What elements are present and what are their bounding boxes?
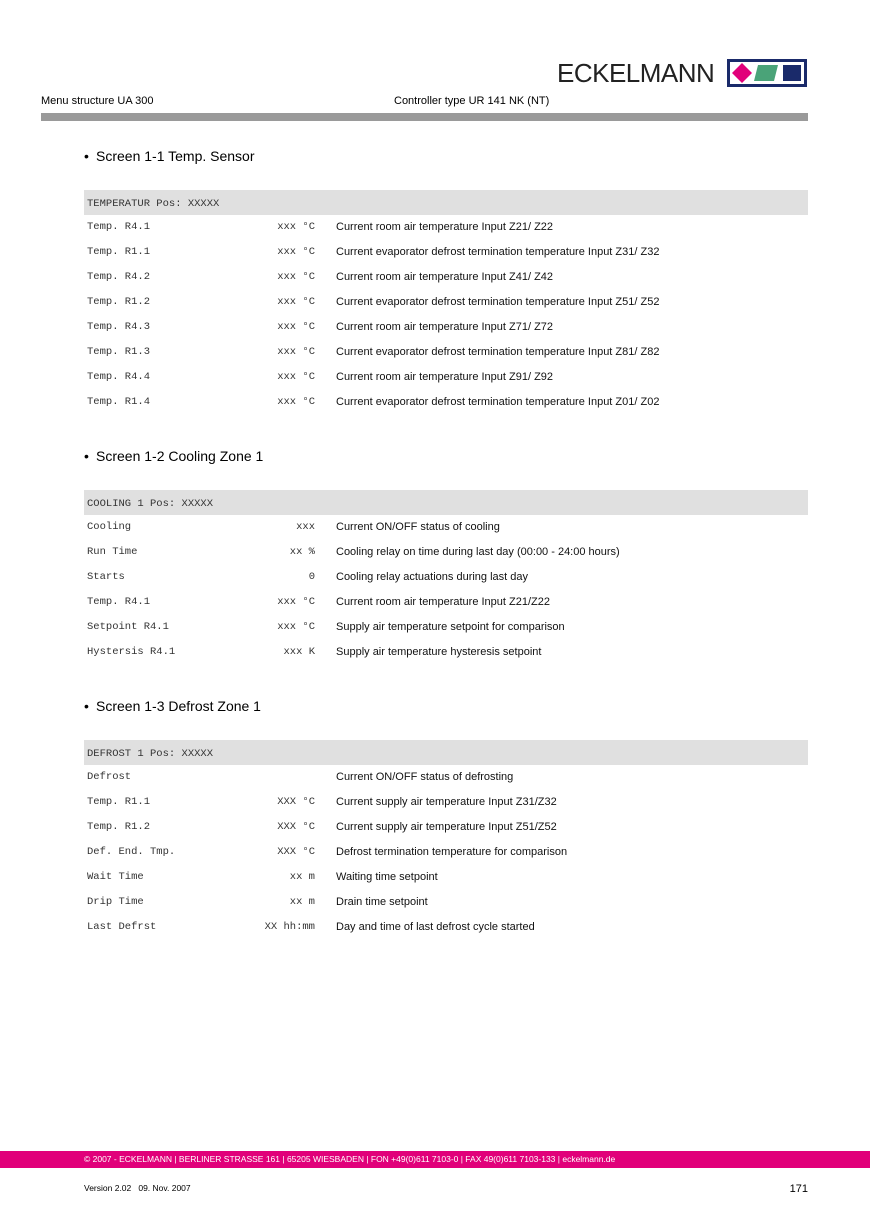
row-value: xxx °C	[277, 596, 315, 608]
row-description: Current supply air temperature Input Z31/Z32	[336, 796, 557, 808]
footer-version: Version 2.02 09. Nov. 2007	[84, 1183, 191, 1193]
row-name: Run Time	[87, 546, 138, 558]
row-value: xxx °C	[277, 296, 315, 308]
row-description: Current room air temperature Input Z41/ Z42	[336, 271, 554, 283]
row-description: Current room air temperature Input Z91/ Z92	[336, 371, 554, 383]
row-description: Supply air temperature hysteresis setpoint	[336, 646, 542, 658]
row-name: Temp. R1.2	[87, 821, 151, 833]
row-description: Current evaporator defrost termination temperature Input Z51/ Z52	[336, 296, 660, 308]
row-description: Supply air temperature setpoint for comparison	[336, 621, 565, 633]
row-name: Temp. R4.1	[87, 596, 151, 608]
footer-address: © 2007 - ECKELMANN | BERLINER STRASSE 161 | 65205 WIESBADEN | FON +49(0)611 7103-0 | FAX 49(0)611 7103-133 | eckelmann.de	[84, 1154, 616, 1164]
row-description: Cooling relay actuations during last day	[336, 571, 529, 583]
table-row	[84, 865, 808, 890]
table-row	[84, 840, 808, 865]
table-row	[84, 815, 808, 840]
header-doc-title: Menu structure UA 300	[41, 95, 154, 107]
table-row	[84, 215, 808, 240]
table-row	[84, 240, 808, 265]
row-description: Current room air temperature Input Z71/ Z72	[336, 321, 554, 333]
table-row	[84, 365, 808, 390]
row-name: Temp. R1.1	[87, 246, 151, 258]
row-description: Current room air temperature Input Z21/Z22	[336, 596, 550, 608]
page-number: 171	[789, 1183, 808, 1195]
table-row	[84, 315, 808, 340]
row-value: xxx °C	[277, 246, 315, 258]
row-description: Waiting time setpoint	[336, 871, 438, 883]
table-row	[84, 340, 808, 365]
row-description: Current room air temperature Input Z21/ Z22	[336, 221, 554, 233]
table-header: COOLING 1 Pos: XXXXX	[84, 490, 808, 515]
header-rule	[41, 113, 808, 121]
screen-table	[84, 740, 808, 940]
row-value: XXX °C	[277, 796, 315, 808]
row-name: Temp. R1.3	[87, 346, 151, 358]
logo-mark	[727, 59, 807, 87]
section-defrost-zone	[84, 697, 808, 933]
section-title	[84, 697, 808, 715]
header-controller-type: Controller type UR 141 NK (NT)	[394, 95, 550, 107]
table-row	[84, 640, 808, 665]
table-header: TEMPERATUR Pos: XXXXX	[84, 190, 808, 215]
row-name: Setpoint R4.1	[87, 621, 169, 633]
row-value: xxx °C	[277, 371, 315, 383]
screen-table	[84, 190, 808, 415]
row-value: xxx °C	[277, 271, 315, 283]
row-name: Hystersis R4.1	[87, 646, 176, 658]
row-description: Drain time setpoint	[336, 896, 428, 908]
table-row	[84, 615, 808, 640]
section-title-text: Screen 1-1 Temp. Sensor	[96, 148, 255, 164]
row-description: Cooling relay on time during last day (00:00 - 24:00 hours)	[336, 546, 620, 558]
row-description: Current ON/OFF status of defrosting	[336, 771, 514, 783]
section-title-text: Screen 1-3 Defrost Zone 1	[96, 698, 261, 714]
row-value: xxx °C	[277, 321, 315, 333]
row-name: Cooling	[87, 521, 132, 533]
section-title	[84, 147, 808, 165]
table-row	[84, 765, 808, 790]
row-name: Temp. R4.1	[87, 221, 151, 233]
row-description: Defrost termination temperature for comparison	[336, 846, 568, 858]
row-description: Current supply air temperature Input Z51/Z52	[336, 821, 557, 833]
row-name: Defrost	[87, 771, 132, 783]
row-name: Temp. R1.1	[87, 796, 151, 808]
table-row	[84, 790, 808, 815]
row-name: Temp. R1.4	[87, 396, 151, 408]
row-description: Current evaporator defrost termination temperature Input Z81/ Z82	[336, 346, 660, 358]
row-value: 0	[308, 571, 315, 583]
row-description: Current evaporator defrost termination temperature Input Z31/ Z32	[336, 246, 660, 258]
row-name: Drip Time	[87, 896, 144, 908]
row-value: xx m	[289, 896, 315, 908]
table-row	[84, 565, 808, 590]
row-name: Starts	[87, 571, 125, 583]
row-value: xxx °C	[277, 221, 315, 233]
eckelmann-logo	[557, 56, 714, 90]
table-row	[84, 915, 808, 940]
row-value: xxx °C	[277, 621, 315, 633]
table-row	[84, 390, 808, 415]
row-value: xxx °C	[277, 396, 315, 408]
row-value: xx m	[289, 871, 315, 883]
screen-table	[84, 490, 808, 665]
row-value: XX hh:mm	[264, 921, 315, 933]
row-value: XXX °C	[277, 821, 315, 833]
row-name: Def. End. Tmp.	[87, 846, 176, 858]
bullet-icon: •	[84, 148, 89, 164]
bullet-icon: •	[84, 698, 89, 714]
row-description: Current ON/OFF status of cooling	[336, 521, 500, 533]
row-value: xxx	[296, 521, 315, 533]
section-title-text: Screen 1-2 Cooling Zone 1	[96, 448, 264, 464]
section-temp-sensor	[84, 147, 808, 408]
row-value: xxx K	[283, 646, 315, 658]
table-row	[84, 540, 808, 565]
row-name: Last Defrst	[87, 921, 157, 933]
table-row	[84, 890, 808, 915]
row-value: XXX °C	[277, 846, 315, 858]
row-name: Temp. R4.2	[87, 271, 151, 283]
row-name: Temp. R4.3	[87, 321, 151, 333]
table-row	[84, 590, 808, 615]
row-name: Temp. R4.4	[87, 371, 151, 383]
bullet-icon: •	[84, 448, 89, 464]
row-value: xxx °C	[277, 346, 315, 358]
footer-bar	[0, 1151, 870, 1168]
section-cooling-zone	[84, 447, 808, 658]
logo-text: ECKELMANN	[557, 58, 715, 88]
logo-mark-icon	[730, 62, 804, 84]
table-row	[84, 290, 808, 315]
section-title	[84, 447, 808, 465]
row-description: Day and time of last defrost cycle started	[336, 921, 535, 933]
row-name: Temp. R1.2	[87, 296, 151, 308]
row-name: Wait Time	[87, 871, 144, 883]
row-description: Current evaporator defrost termination temperature Input Z01/ Z02	[336, 396, 660, 408]
table-row	[84, 515, 808, 540]
row-value: xx %	[289, 546, 315, 558]
table-header: DEFROST 1 Pos: XXXXX	[84, 740, 808, 765]
table-row	[84, 265, 808, 290]
